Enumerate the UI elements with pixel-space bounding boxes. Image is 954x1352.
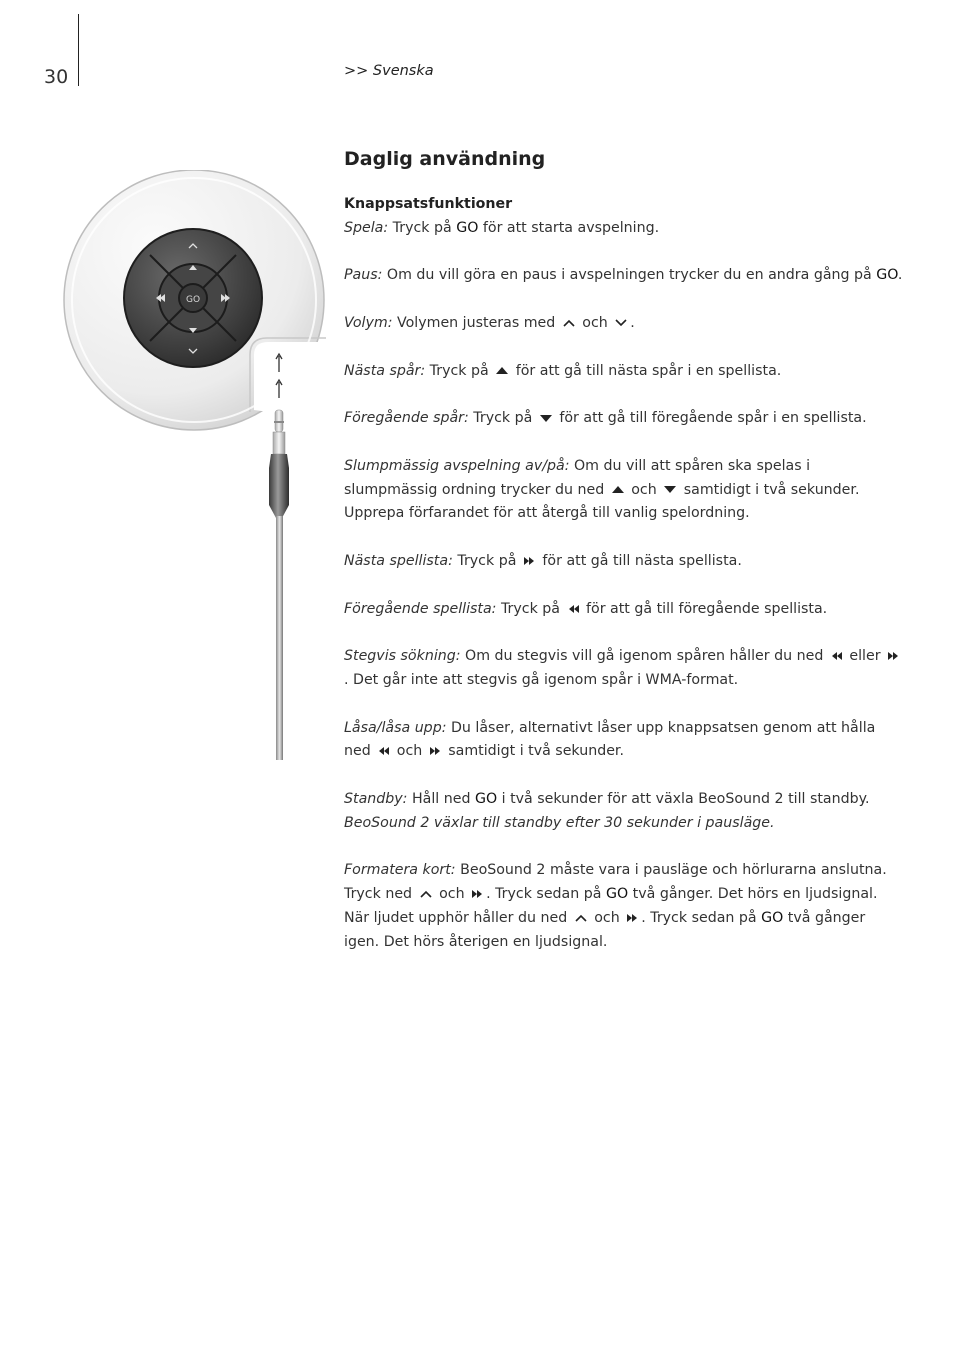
track-down-icon <box>539 414 553 423</box>
device-illustration <box>60 170 340 774</box>
fast-forward-icon <box>887 651 900 661</box>
track-up-icon <box>495 366 509 375</box>
paragraph-foregaende-spellista: Föregående spellista: Tryck på för att gå till föregående spellista. <box>344 600 828 617</box>
paragraph-stegvis: Stegvis sökning: Om du stegvis vill gå igenom spåren håller du ned eller . Det går inte att stegvis gå igenom spår i WMA-format. <box>344 645 904 693</box>
fast-forward-icon <box>523 556 536 566</box>
paragraph-spela: Spela: Tryck på GO för att starta avspelning. <box>344 219 660 236</box>
paragraph-foregaende-spar: Föregående spår: Tryck på för att gå till föregående spår i en spellista. <box>344 410 867 427</box>
paragraph-formatera: Formatera kort: BeoSound 2 måste vara i pausläge och hörlurarna anslutna. Tryck ned och . Tryck sedan på GO två gånger. Det hörs en ljudsignal. När ljudet upphör håller du ned och . Tryck sedan på GO två gånger igen. Det hörs återigen en ljudsignal. <box>344 862 887 950</box>
section-heading: Knappsatsfunktioner <box>344 196 513 212</box>
go-button-label: GO <box>185 295 201 305</box>
paragraph-paus: Paus: Om du vill göra en paus i avspelningen trycker du en andra gång på GO. <box>344 267 903 284</box>
paragraph-volym: Volym: Volymen justeras med och . <box>344 314 635 331</box>
track-up-icon <box>611 485 625 494</box>
page-number: 30 <box>44 66 69 88</box>
volume-up-icon <box>562 318 576 328</box>
margin-rule <box>78 14 79 86</box>
fast-forward-icon <box>429 746 442 756</box>
track-down-icon <box>663 485 677 494</box>
volume-up-icon <box>574 913 588 923</box>
content <box>344 193 904 978</box>
paragraph-nasta-spellista: Nästa spellista: Tryck på för att gå till nästa spellista. <box>344 552 742 569</box>
paragraph-nasta-spar: Nästa spår: Tryck på för att gå till nästa spår i en spellista. <box>344 362 782 379</box>
rewind-icon <box>567 604 580 614</box>
page-title: Daglig användning <box>344 148 546 170</box>
volume-up-icon <box>419 889 433 899</box>
paragraph-las: Låsa/låsa upp: Du låser, alternativt låser upp knappsatsen genom att hålla ned och samtidigt i två sekunder. <box>344 719 876 760</box>
rewind-icon <box>830 651 843 661</box>
volume-down-icon <box>614 318 628 328</box>
paragraph-slump: Slumpmässig avspelning av/på: Om du vill att spåren ska spelas i slumpmässig ordning trycker du ned och samtidigt i två sekunder. Upprepa förfarandet för att återgå till vanlig spelordning. <box>344 457 860 522</box>
rewind-icon <box>377 746 390 756</box>
standby-note: BeoSound 2 växlar till standby efter 30 sekunder i pausläge. <box>344 814 775 831</box>
language-label: >> Svenska <box>344 63 434 79</box>
fast-forward-icon <box>471 889 484 899</box>
fast-forward-icon <box>626 913 639 923</box>
paragraph-standby: Standby: Håll ned GO i två sekunder för att växla BeoSound 2 till standby. BeoSound 2 växlar till standby efter 30 sekunder i pausläge. <box>344 790 870 831</box>
